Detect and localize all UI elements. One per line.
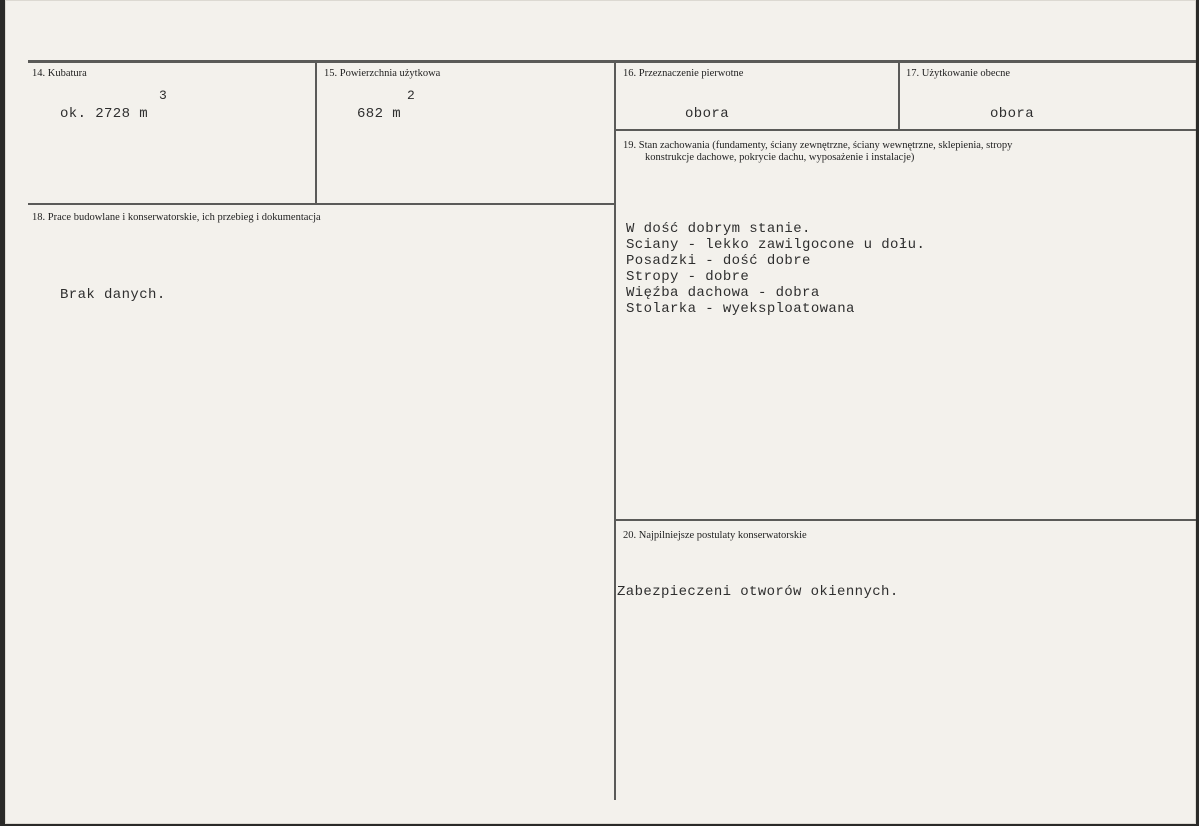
field-19-label-line2: konstrukcje dachowe, pokrycie dachu, wyposażenie i instalacje) <box>645 152 915 163</box>
record-card <box>5 0 1196 824</box>
field-17-label: 17. Użytkowanie obecne <box>906 68 1011 79</box>
field-16-value: obora <box>685 106 730 122</box>
field-20-value: Zabezpieczeni otworów okiennych. <box>617 584 899 600</box>
rule-under-16-17 <box>616 129 1196 131</box>
rule-under-14-15 <box>28 203 615 205</box>
condition-line: Więźba dachowa - dobra <box>626 285 820 301</box>
top-rule <box>28 60 1196 63</box>
divider-main <box>614 62 616 800</box>
condition-line: W dość dobrym stanie. <box>626 221 811 237</box>
condition-line: Stolarka - wyeksploatowana <box>626 301 855 317</box>
field-14-label: 14. Kubatura <box>32 68 87 79</box>
condition-line: Stropy - dobre <box>626 269 750 285</box>
field-17-value: obora <box>990 106 1035 122</box>
divider-14-15 <box>315 62 317 204</box>
field-15-value: 682 m <box>357 106 402 122</box>
field-14-value: ok. 2728 m <box>60 106 149 122</box>
field-15-exponent: 2 <box>407 88 415 103</box>
field-14-exponent: 3 <box>159 88 167 103</box>
divider-16-17 <box>898 62 900 130</box>
field-20-label: 20. Najpilniejsze postulaty konserwatorskie <box>623 530 807 541</box>
condition-line: Sciany - lekko zawilgocone u dołu. <box>626 237 926 253</box>
rule-under-19 <box>616 519 1196 521</box>
condition-line: Posadzki - dość dobre <box>626 253 811 269</box>
field-18-label: 18. Prace budowlane i konserwatorskie, ich przebieg i dokumentacja <box>32 212 321 223</box>
field-15-label: 15. Powierzchnia użytkowa <box>324 68 441 79</box>
field-19-label-line1: 19. Stan zachowania (fundamenty, ściany zewnętrzne, ściany wewnętrzne, sklepienia, stropy <box>623 140 1013 151</box>
field-19-lines <box>626 221 925 317</box>
field-16-label: 16. Przeznaczenie pierwotne <box>623 68 744 79</box>
field-18-value: Brak danych. <box>60 287 166 303</box>
